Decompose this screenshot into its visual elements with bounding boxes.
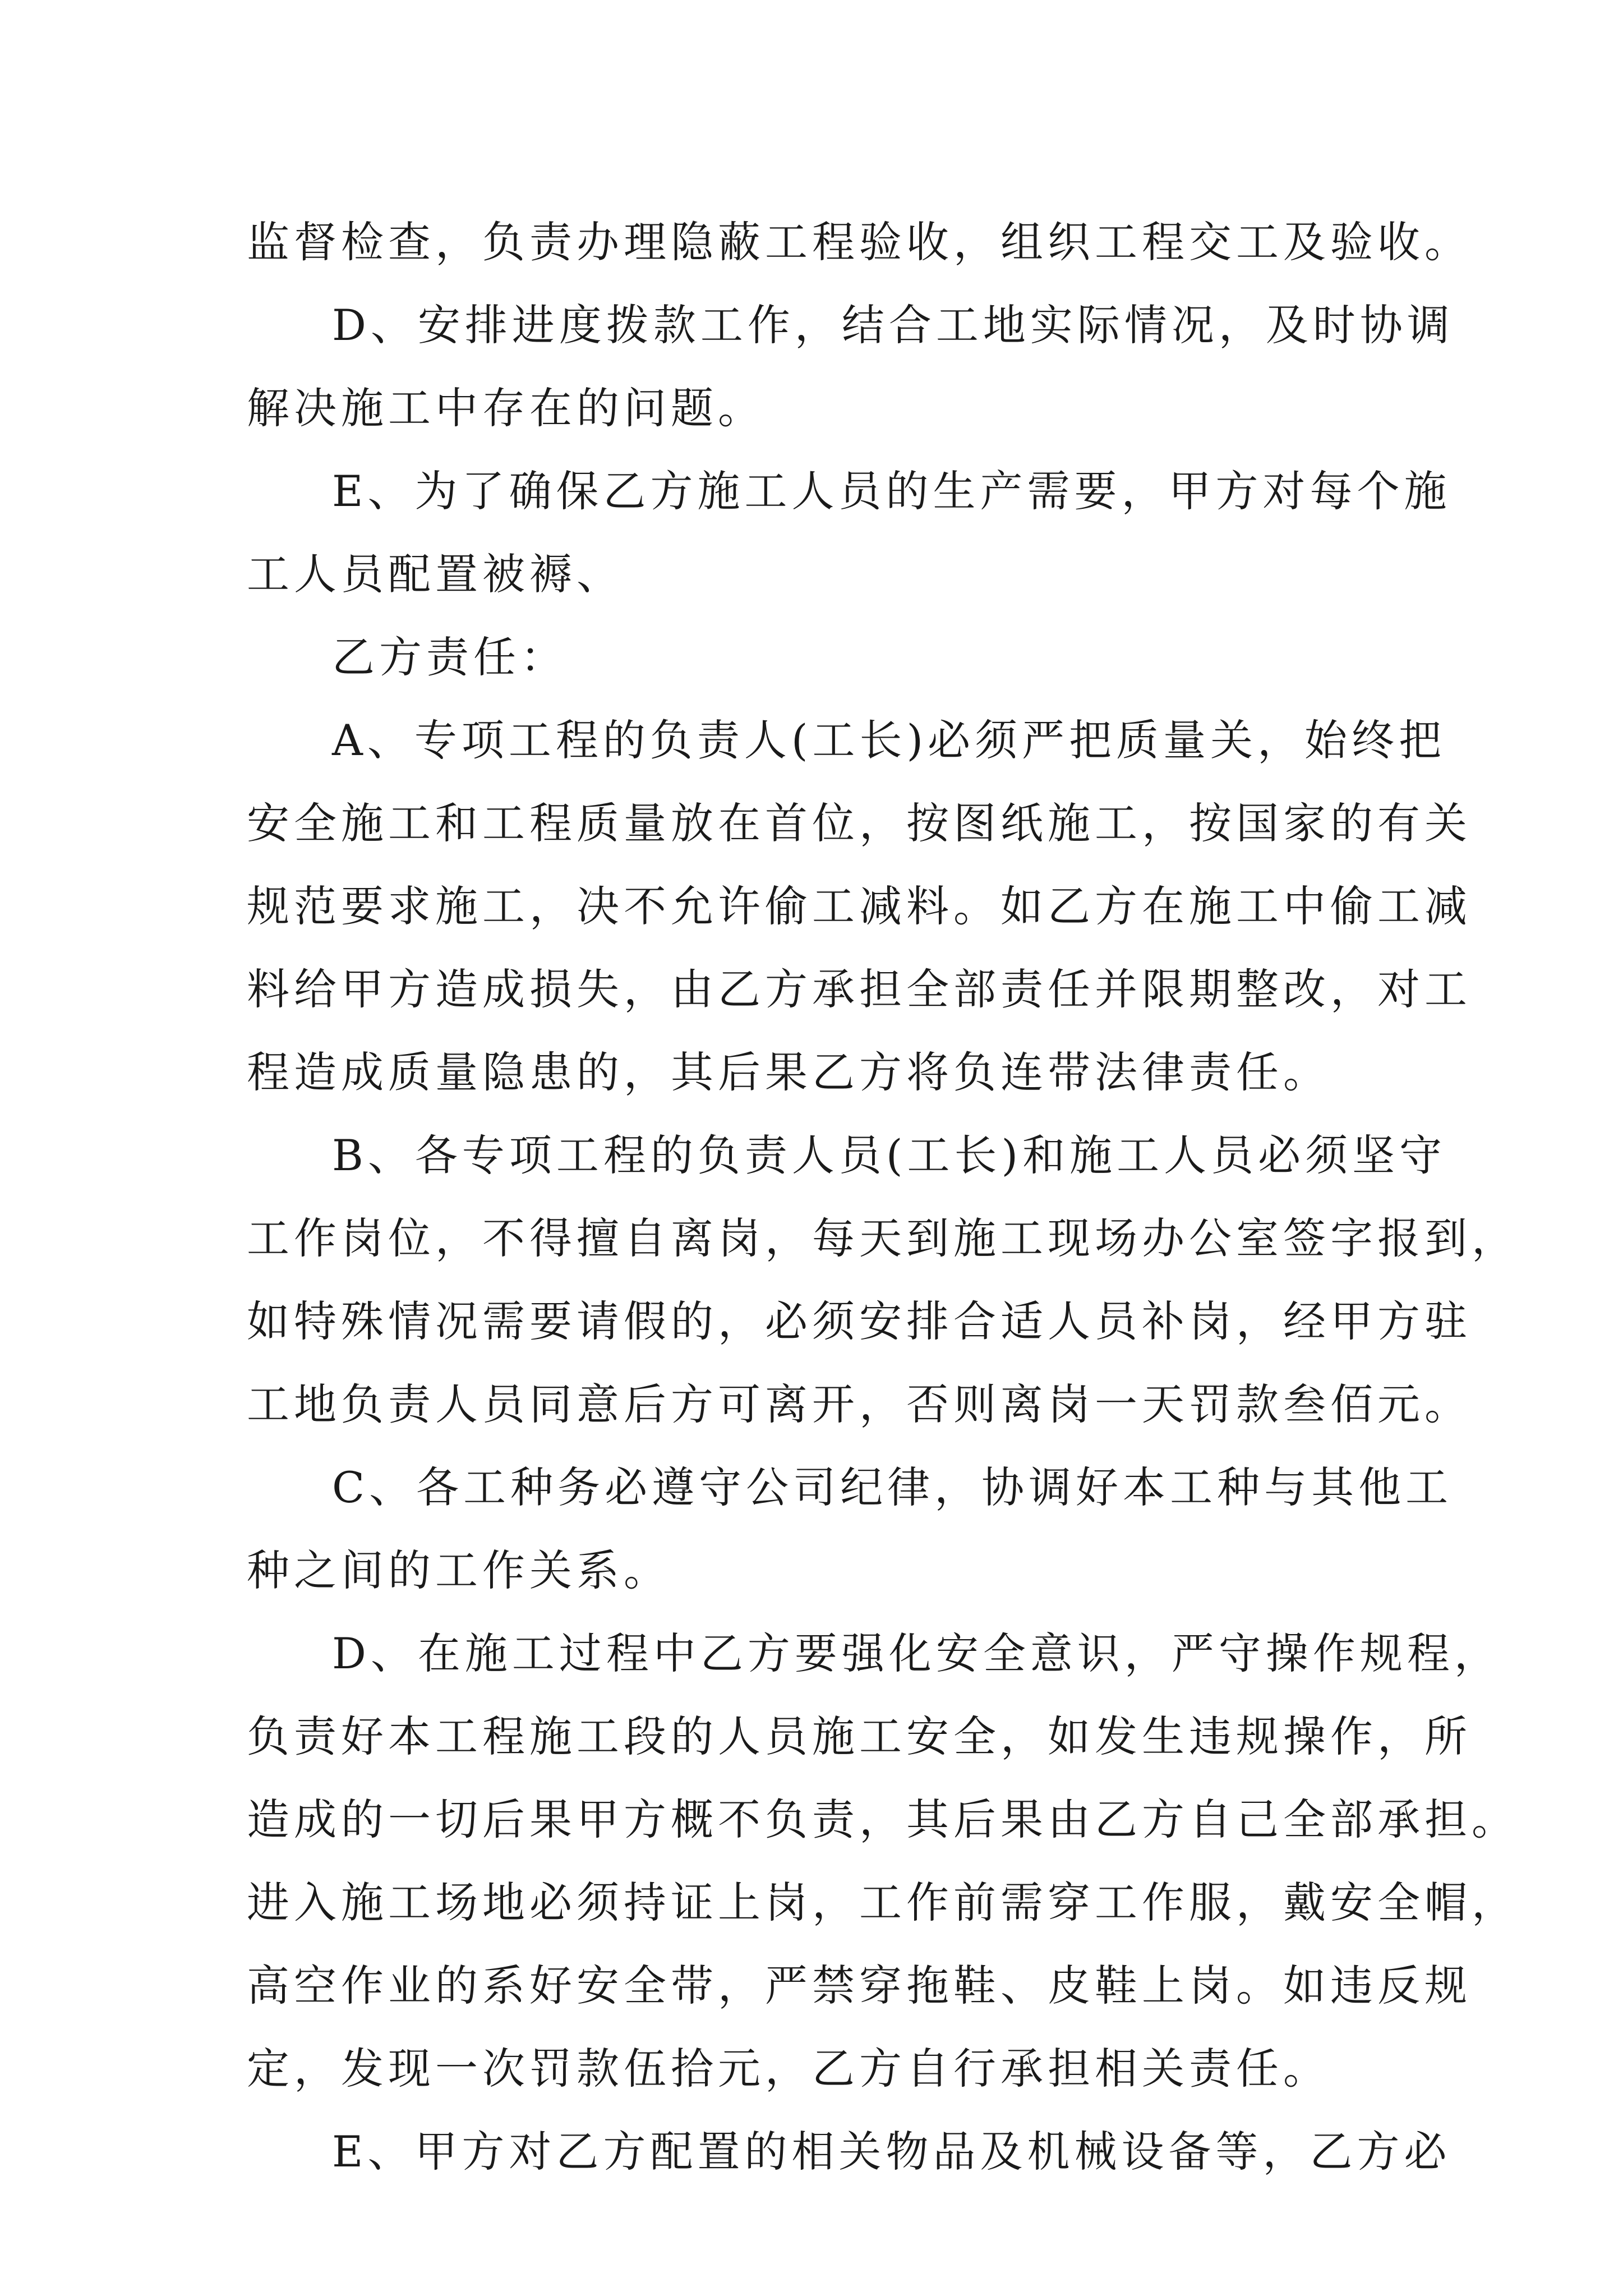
text-line: E、甲方对乙方配置的相关物品及机械设备等，乙方必 (332, 2127, 1451, 2177)
text-line: E、为了确保乙方施工人员的生产需要，甲方对每个施 (332, 466, 1451, 516)
text-line: 规范要求施工，决不允许偷工减料。如乙方在施工中偷工减 (247, 881, 1472, 931)
text-line: D、在施工过程中乙方要强化安全意识，严守操作规程， (332, 1628, 1501, 1678)
body-text (247, 201, 1519, 2193)
text-line: 程造成质量隐患的，其后果乙方将负连带法律责任。 (247, 1047, 1330, 1097)
text-line: 造成的一切后果甲方概不负责，其后果由乙方自己全部承担。 (247, 1795, 1519, 1844)
text-line: B、各专项工程的负责人员(工长)和施工人员必须坚守 (332, 1130, 1447, 1180)
text-line: 料给甲方造成损失，由乙方承担全部责任并限期整改，对工 (247, 964, 1472, 1014)
text-line: 安全施工和工程质量放在首位，按图纸施工，按国家的有关 (247, 798, 1472, 848)
text-line: 负责好本工程施工段的人员施工安全，如发生违规操作，所 (247, 1711, 1472, 1761)
text-line: 进入施工场地必须持证上岗，工作前需穿工作服，戴安全帽， (247, 1878, 1519, 1927)
text-line: 解决施工中存在的问题。 (247, 383, 765, 433)
text-line: C、各工种务必遵守公司纪律，协调好本工种与其他工 (332, 1462, 1453, 1512)
text-line: 工人员配置被褥、 (247, 549, 624, 599)
text-line: 高空作业的系好安全带，严禁穿拖鞋、皮鞋上岗。如违反规 (247, 1961, 1472, 2010)
text-line: A、专项工程的负责人(工长)必须严把质量关，始终把 (332, 715, 1446, 765)
text-line: 工地负责人员同意后方可离开，否则离岗一天罚款叁佰元。 (247, 1379, 1472, 1429)
text-line: 种之间的工作关系。 (247, 1545, 671, 1595)
section-heading: 乙方责任： (332, 632, 568, 682)
text-line: 定，发现一次罚款伍拾元，乙方自行承担相关责任。 (247, 2044, 1330, 2093)
text-line: 工作岗位，不得擅自离岗，每天到施工现场办公室签字报到， (247, 1213, 1519, 1263)
text-line: 如特殊情况需要请假的，必须安排合适人员补岗，经甲方驻 (247, 1296, 1472, 1346)
text-line: 监督检查，负责办理隐蔽工程验收，组织工程交工及验收。 (247, 217, 1472, 267)
text-line: D、安排进度拨款工作，结合工地实际情况，及时协调 (332, 300, 1454, 350)
